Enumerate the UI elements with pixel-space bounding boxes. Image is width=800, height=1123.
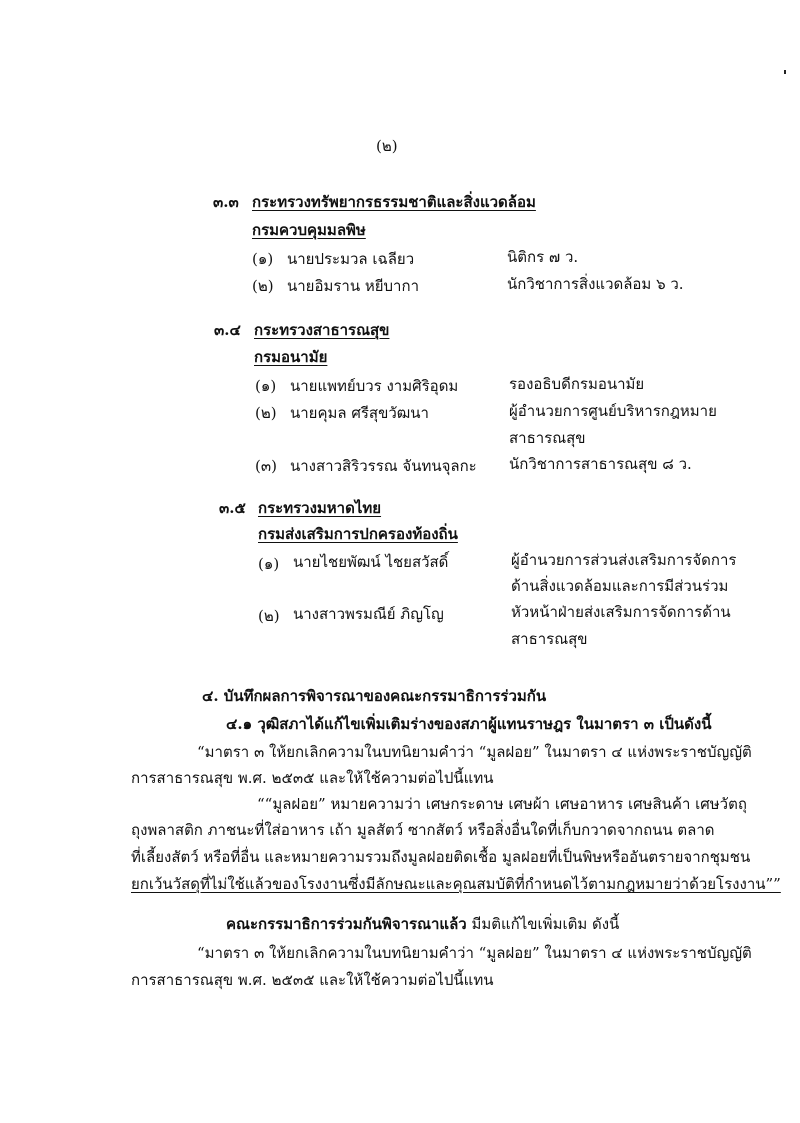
person-position: รองอธิบดีกรมอนามัย — [509, 375, 645, 393]
committee-line — [226, 912, 619, 936]
person-name: นายไชยพัฒน์ ไชยสวัสดิ์ — [293, 553, 449, 571]
person-name: นางสาวสิริวรรณ จันทนจุลกะ — [290, 457, 477, 475]
person-name: นายอิมราน หยีบากา — [287, 277, 419, 295]
person-position: นิติกร ๗ ว. — [507, 248, 579, 266]
section-number: ๓.๕ — [219, 499, 246, 517]
person-position-cont: ด้านสิ่งแวดล้อมและการมีส่วนร่วม — [511, 577, 729, 595]
scan-mark — [784, 70, 786, 74]
person-index: (๒) — [258, 607, 280, 625]
department-heading: กรมอนามัย — [254, 348, 328, 366]
paragraph-line: การสาธารณสุข พ.ศ. ๒๕๓๕ และให้ใช้ความต่อไปนี้แทน — [131, 971, 494, 989]
person-name: นายประมวล เฉลียว — [287, 250, 415, 268]
committee-label: คณะกรรมาธิการร่วมกันพิจารณาแล้ว — [226, 915, 467, 933]
paragraph-line: ยกเว้นวัสดุที่ไม่ใช้แล้วของโรงงานซึ่งมีลักษณะและคุณสมบัติที่กำหนดไว้ตามกฎหมายว่าด้วยโรงงาน”” — [131, 875, 781, 893]
ministry-heading: กระทรวงทรัพยากรธรรมชาติและสิ่งแวดล้อม — [252, 193, 536, 211]
paragraph-line: การสาธารณสุข พ.ศ. ๒๕๓๕ และให้ใช้ความต่อไปนี้แทน — [131, 769, 494, 787]
person-position: นักวิชาการสาธารณสุข ๘ ว. — [509, 455, 692, 473]
section-heading: ๔. บันทึกผลการพิจารณาของคณะกรรมาธิการร่วมกัน — [202, 687, 547, 705]
person-position-cont: สาธารณสุข — [511, 630, 588, 648]
paragraph-line: ถุงพลาสติก ภาชนะที่ใส่อาหาร เถ้า มูลสัตว์ ซากสัตว์ หรือสิ่งอื่นใดที่เก็บกวาดจากถนน ตลาด — [131, 821, 715, 839]
person-name: นายคุมล ศรีสุขวัฒนา — [290, 404, 429, 422]
person-position: ผู้อำนวยการศูนย์บริหารกฎหมาย — [509, 402, 717, 420]
committee-resolution: มีมติแก้ไขเพิ่มเติม ดังนี้ — [466, 915, 620, 933]
paragraph-line: ที่เลี้ยงสัตว์ หรือที่อื่น และหมายความรวมถึงมูลฝอยติดเชื้อ มูลฝอยที่เป็นพิษหรืออันตรายจากชุมชน — [131, 848, 751, 866]
ministry-heading: กระทรวงสาธารณสุข — [254, 321, 390, 339]
person-index: (๑) — [252, 250, 274, 268]
department-heading: กรมส่งเสริมการปกครองท้องถิ่น — [258, 525, 458, 543]
ministry-heading: กระทรวงมหาดไทย — [258, 499, 382, 517]
person-index: (๒) — [255, 404, 277, 422]
person-position: หัวหน้าฝ่ายส่งเสริมการจัดการด้าน — [511, 603, 731, 621]
paragraph-line: “มาตรา ๓ ให้ยกเลิกความในบทนิยามคำว่า “มูลฝอย” ในมาตรา ๔ แห่งพระราชบัญญัติ — [197, 743, 752, 761]
subsection-heading: ๔.๑ วุฒิสภาได้แก้ไขเพิ่มเติมร่างของสภาผู้แทนราษฎร ในมาตรา ๓ เป็นดังนี้ — [226, 715, 712, 733]
person-index: (๓) — [255, 457, 277, 475]
person-position: นักวิชาการสิ่งแวดล้อม ๖ ว. — [507, 275, 684, 293]
section-number: ๓.๓ — [213, 193, 239, 211]
person-name: นายแพทย์บวร งามศิริอุดม — [290, 377, 459, 395]
paragraph-line: “มาตรา ๓ ให้ยกเลิกความในบทนิยามคำว่า “มูลฝอย” ในมาตรา ๔ แห่งพระราชบัญญัติ — [197, 944, 752, 962]
person-position: ผู้อำนวยการส่วนส่งเสริมการจัดการ — [511, 551, 737, 569]
person-position-cont: สาธารณสุข — [509, 429, 586, 447]
person-name: นางสาวพรมณีย์ ภิญโญ — [293, 605, 444, 623]
department-heading: กรมควบคุมมลพิษ — [252, 221, 366, 239]
paragraph-line: ““มูลฝอย” หมายความว่า เศษกระดาษ เศษผ้า เศษอาหาร เศษสินค้า เศษวัตถุ — [257, 795, 747, 813]
page-number: (๒) — [376, 137, 398, 155]
person-index: (๑) — [258, 555, 280, 573]
person-index: (๒) — [252, 277, 274, 295]
section-number: ๓.๔ — [214, 321, 241, 339]
person-index: (๑) — [255, 377, 277, 395]
